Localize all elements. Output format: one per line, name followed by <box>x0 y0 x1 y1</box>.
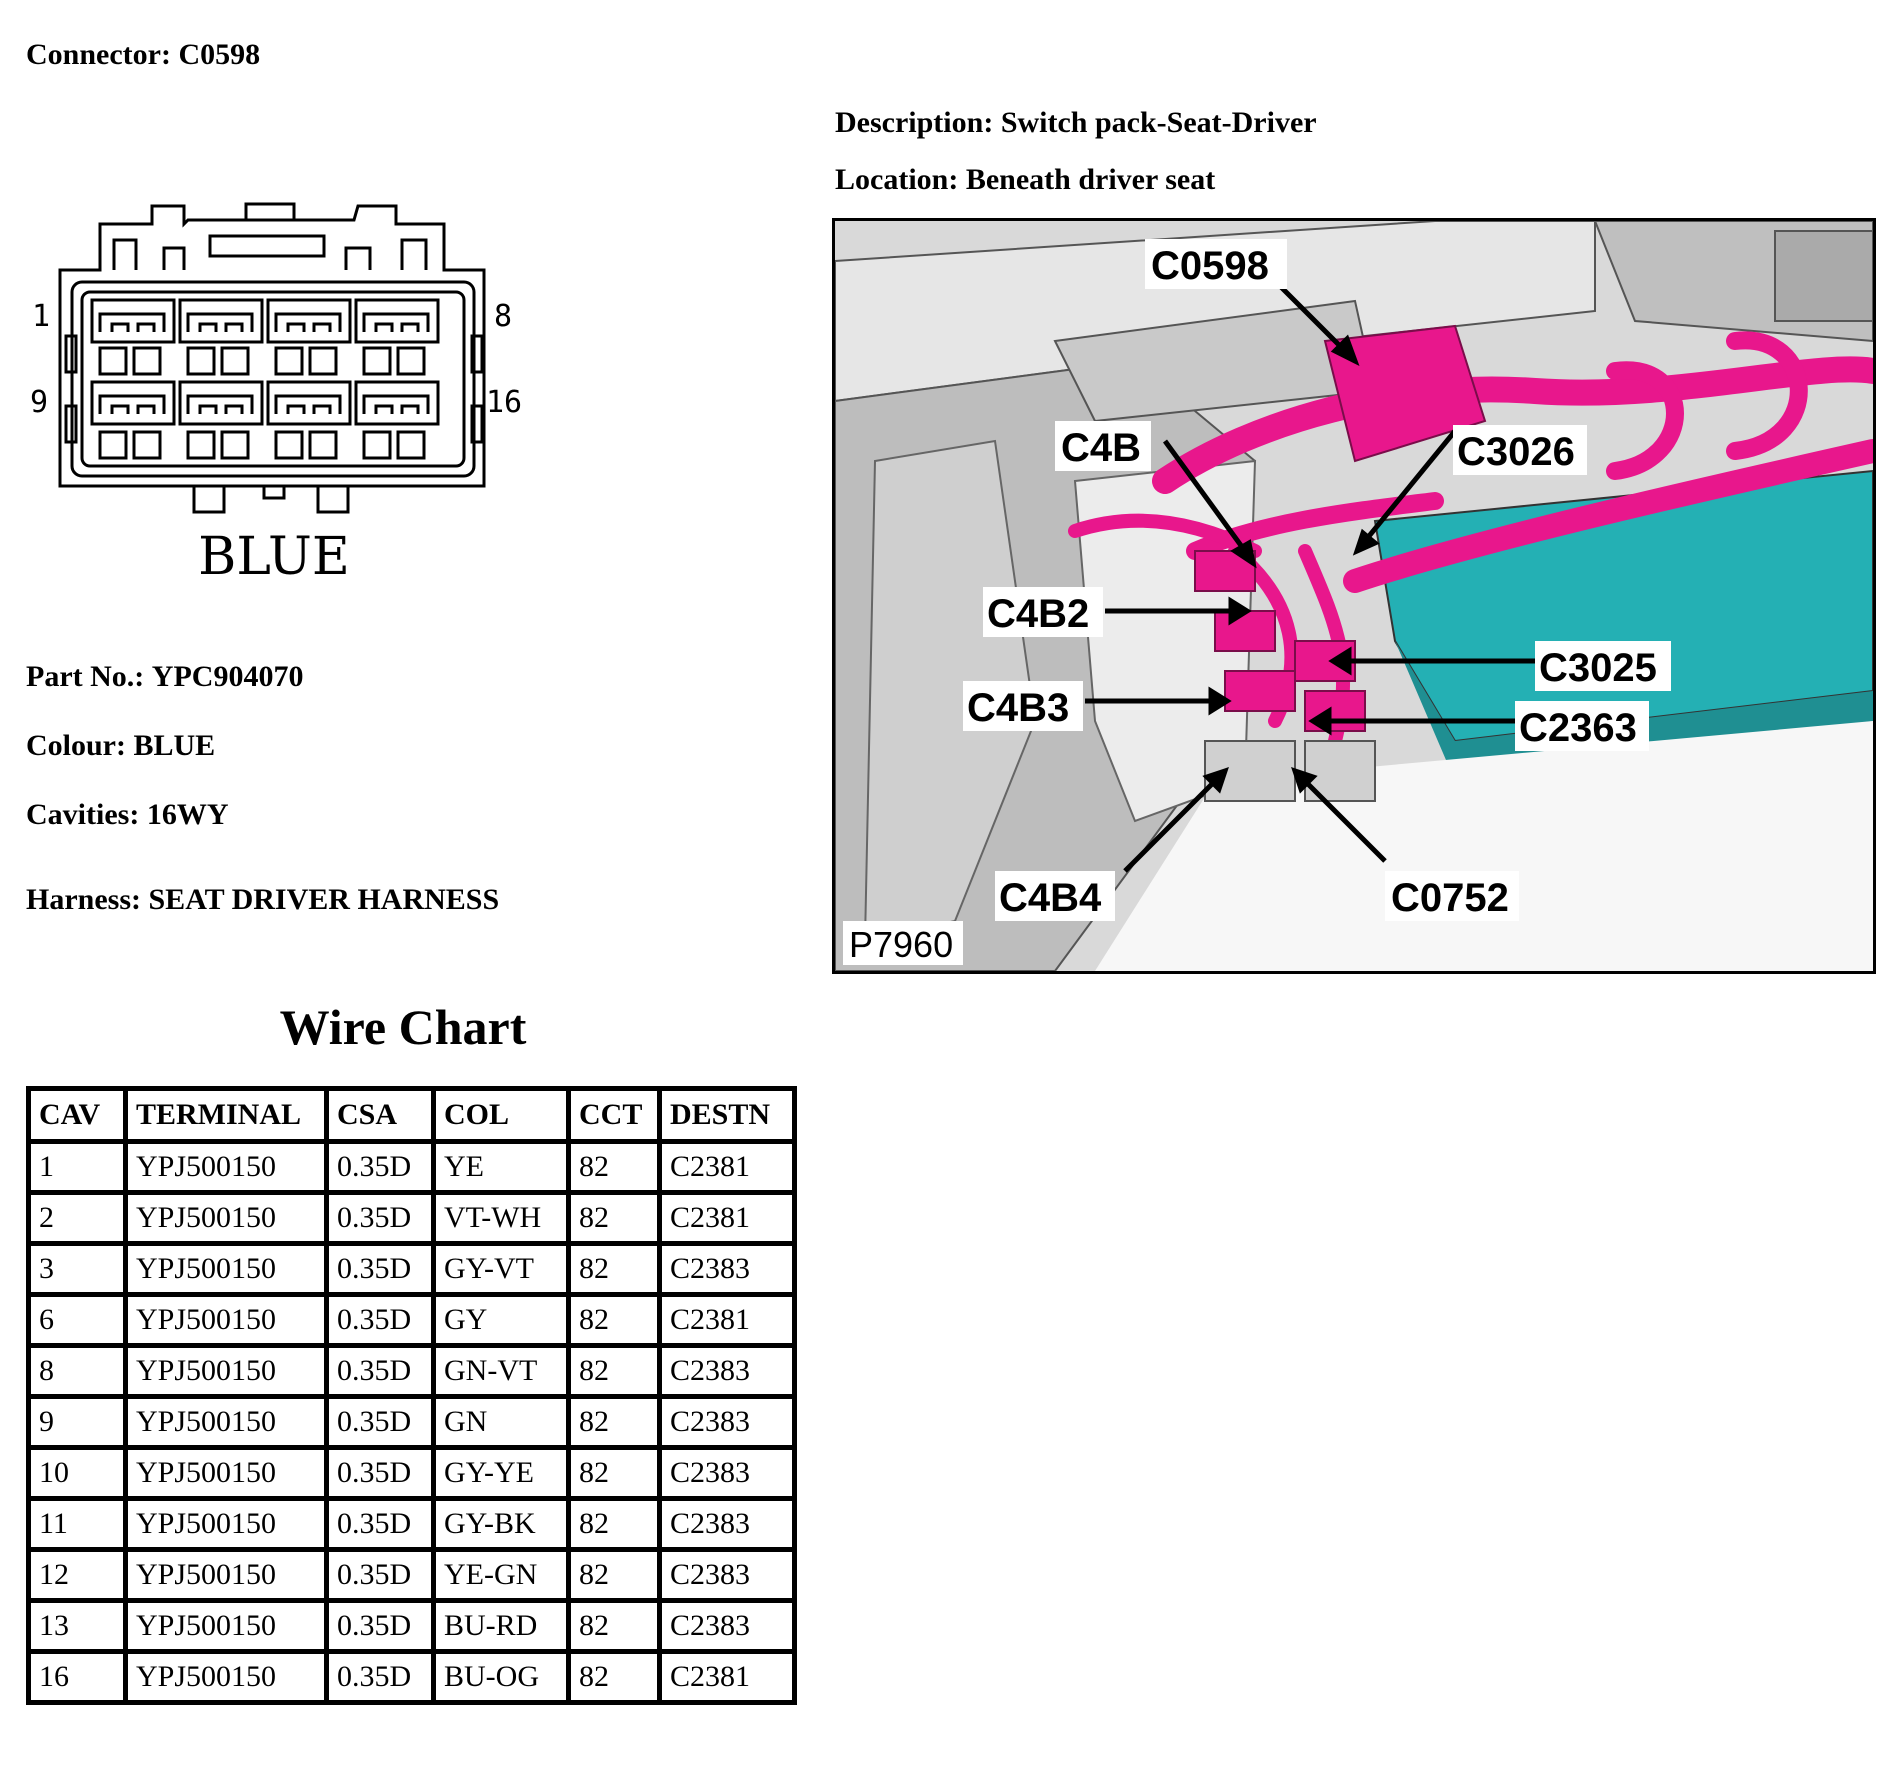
pin-label-8: 8 <box>494 299 513 334</box>
callout-c3025: C3025 <box>1539 646 1657 690</box>
cell-cct: 82 <box>569 1448 660 1499</box>
description <box>835 106 1317 140</box>
cell-col: GY <box>434 1295 569 1346</box>
connector-face-diagram <box>24 196 544 596</box>
harness-value: SEAT DRIVER HARNESS <box>148 883 500 916</box>
cell-csa: 0.35D <box>327 1295 434 1346</box>
cell-terminal: YPJ500150 <box>126 1550 327 1601</box>
table-row <box>29 1397 795 1448</box>
cell-cct: 82 <box>569 1550 660 1601</box>
cell-cct: 82 <box>569 1346 660 1397</box>
cell-terminal: YPJ500150 <box>126 1244 327 1295</box>
wire-chart-table <box>26 1086 797 1705</box>
cell-cav: 13 <box>29 1601 126 1652</box>
cell-destn: C2383 <box>660 1601 795 1652</box>
part-number-label: Part No.: <box>26 660 145 693</box>
cell-col: GY-VT <box>434 1244 569 1295</box>
cell-terminal: YPJ500150 <box>126 1193 327 1244</box>
cell-col: GY-BK <box>434 1499 569 1550</box>
colour-value: BLUE <box>133 729 216 762</box>
cell-csa: 0.35D <box>327 1499 434 1550</box>
header-cav: CAV <box>29 1089 126 1142</box>
location-value: Beneath driver seat <box>965 163 1216 196</box>
cell-terminal: YPJ500150 <box>126 1346 327 1397</box>
wire-chart-title: Wire Chart <box>279 999 527 1055</box>
cell-cav: 3 <box>29 1244 126 1295</box>
cell-cav: 8 <box>29 1346 126 1397</box>
cell-cav: 6 <box>29 1295 126 1346</box>
table-row <box>29 1295 795 1346</box>
cell-cct: 82 <box>569 1193 660 1244</box>
connector-label: Connector: <box>26 38 171 71</box>
table-header-row <box>29 1089 795 1142</box>
cell-terminal: YPJ500150 <box>126 1142 327 1193</box>
cell-destn: C2383 <box>660 1448 795 1499</box>
location-photo <box>832 218 1876 974</box>
location-label: Location: <box>835 163 959 196</box>
diagram-color-label: BLUE <box>198 527 350 587</box>
description-label: Description: <box>835 106 994 139</box>
harness-label: Harness: <box>26 883 141 916</box>
callout-c4b3: C4B3 <box>967 686 1070 730</box>
cavities <box>26 798 228 832</box>
pin-label-1: 1 <box>32 299 51 334</box>
cell-cav: 12 <box>29 1550 126 1601</box>
cell-cav: 10 <box>29 1448 126 1499</box>
cell-terminal: YPJ500150 <box>126 1652 327 1703</box>
pin-label-16: 16 <box>486 385 523 420</box>
cell-destn: C2381 <box>660 1652 795 1703</box>
location <box>835 163 1215 197</box>
cell-cct: 82 <box>569 1142 660 1193</box>
colour-label: Colour: <box>26 729 126 762</box>
colour <box>26 729 215 763</box>
cell-col: GY-YE <box>434 1448 569 1499</box>
cell-col: BU-RD <box>434 1601 569 1652</box>
cell-cct: 82 <box>569 1601 660 1652</box>
cell-cav: 2 <box>29 1193 126 1244</box>
cell-col: YE <box>434 1142 569 1193</box>
cell-cct: 82 <box>569 1499 660 1550</box>
part-number-value: YPC904070 <box>151 660 304 693</box>
header-col: COL <box>434 1089 569 1142</box>
table-row <box>29 1244 795 1295</box>
cell-csa: 0.35D <box>327 1652 434 1703</box>
part-number <box>26 660 303 694</box>
cell-destn: C2381 <box>660 1193 795 1244</box>
photo-reference: P7960 <box>849 924 954 965</box>
cell-cct: 82 <box>569 1652 660 1703</box>
cell-terminal: YPJ500150 <box>126 1295 327 1346</box>
callout-c3026: C3026 <box>1457 430 1575 474</box>
cell-terminal: YPJ500150 <box>126 1601 327 1652</box>
table-row <box>29 1448 795 1499</box>
cell-cav: 9 <box>29 1397 126 1448</box>
cell-destn: C2383 <box>660 1346 795 1397</box>
header-destn: DESTN <box>660 1089 795 1142</box>
cell-csa: 0.35D <box>327 1142 434 1193</box>
callout-c4b2: C4B2 <box>987 592 1090 636</box>
callout-c4b4: C4B4 <box>999 876 1102 920</box>
cell-terminal: YPJ500150 <box>126 1448 327 1499</box>
cell-csa: 0.35D <box>327 1397 434 1448</box>
cell-cct: 82 <box>569 1397 660 1448</box>
table-row <box>29 1142 795 1193</box>
cell-destn: C2383 <box>660 1397 795 1448</box>
harness <box>26 883 499 917</box>
callout-c0752: C0752 <box>1391 876 1509 920</box>
cell-csa: 0.35D <box>327 1193 434 1244</box>
callout-c2363: C2363 <box>1519 706 1637 750</box>
connector-value: C0598 <box>178 38 261 71</box>
cavities-label: Cavities: <box>26 798 140 831</box>
cell-terminal: YPJ500150 <box>126 1397 327 1448</box>
header-cct: CCT <box>569 1089 660 1142</box>
cell-csa: 0.35D <box>327 1550 434 1601</box>
location-illustration <box>835 221 1873 971</box>
description-value: Switch pack-Seat-Driver <box>1000 106 1317 139</box>
pin-label-9: 9 <box>30 385 49 420</box>
table-row <box>29 1601 795 1652</box>
table-row <box>29 1499 795 1550</box>
cell-csa: 0.35D <box>327 1244 434 1295</box>
cell-terminal: YPJ500150 <box>126 1499 327 1550</box>
cell-col: YE-GN <box>434 1550 569 1601</box>
cell-csa: 0.35D <box>327 1448 434 1499</box>
cell-destn: C2383 <box>660 1550 795 1601</box>
cell-destn: C2381 <box>660 1142 795 1193</box>
cavities-value: 16WY <box>146 798 229 831</box>
table-row <box>29 1550 795 1601</box>
callout-c0598: C0598 <box>1151 244 1269 288</box>
cell-csa: 0.35D <box>327 1601 434 1652</box>
cell-col: VT-WH <box>434 1193 569 1244</box>
cell-cav: 11 <box>29 1499 126 1550</box>
cell-csa: 0.35D <box>327 1346 434 1397</box>
cell-col: GN <box>434 1397 569 1448</box>
cell-cav: 16 <box>29 1652 126 1703</box>
callout-c4b: C4B <box>1061 426 1142 470</box>
table-row <box>29 1346 795 1397</box>
cell-col: BU-OG <box>434 1652 569 1703</box>
cell-destn: C2381 <box>660 1295 795 1346</box>
header-terminal: TERMINAL <box>126 1089 327 1142</box>
header-csa: CSA <box>327 1089 434 1142</box>
cell-destn: C2383 <box>660 1499 795 1550</box>
table-row <box>29 1193 795 1244</box>
connector-title <box>26 38 260 72</box>
cell-cct: 82 <box>569 1295 660 1346</box>
cell-col: GN-VT <box>434 1346 569 1397</box>
cell-destn: C2383 <box>660 1244 795 1295</box>
table-row <box>29 1652 795 1703</box>
cell-cct: 82 <box>569 1244 660 1295</box>
cell-cav: 1 <box>29 1142 126 1193</box>
